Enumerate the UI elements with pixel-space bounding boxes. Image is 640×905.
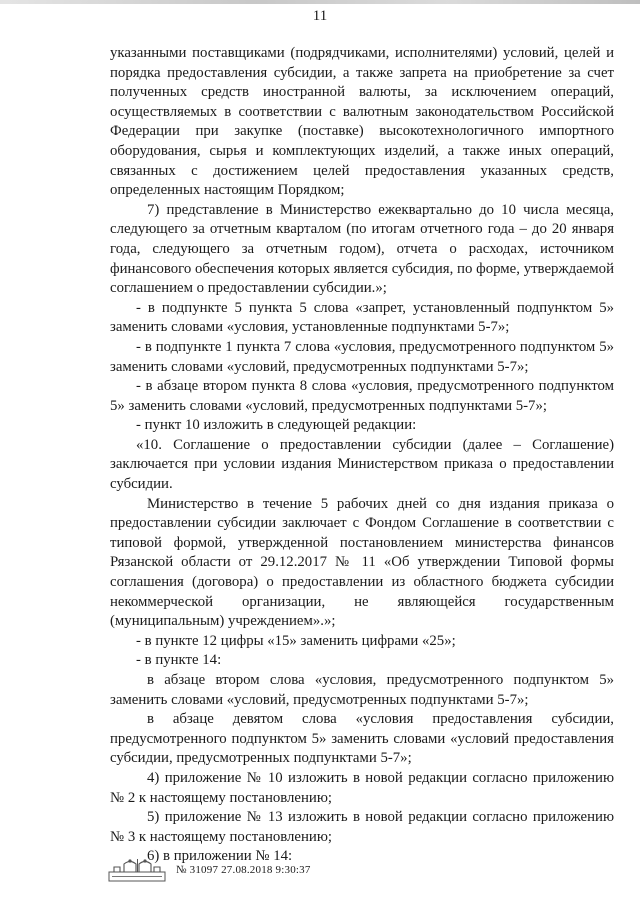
paragraph: в абзаце девятом слова «условия предоставления субсидии, предусмотренного подпунктом 5» заменить словами «условий предоставления субсидии, предусмотренных подпунктами 5-7»;	[110, 711, 614, 767]
paragraph: 5) приложение № 13 изложить в новой редакции согласно приложению № 3 к настоящему постановлению;	[110, 809, 614, 845]
paragraph: Министерство в течение 5 рабочих дней со дня издания приказа о предоставлении субсидии заключает с Фондом Соглашение в соответствии с типовой формой, утвержденной постановлением министерства финансов Рязанской области от 29.12.2017 № 11 «Об утверждении Типовой формы соглашения (договора) о предоставлении из областного бюджета субсидии некоммерческой организации, не являющейся государственным (муниципальным) учреждением».»;	[110, 495, 614, 630]
paragraph: указанными поставщиками (подрядчиками, исполнителями) условий, целей и порядка предоставления субсидии, а также запрета на приобретение за счет полученных средств иностранной валюты, за исключением операций, осуществляемых в соответствии с валютным законодательством Российской Федерации при закупке (поставке) высокотехнологичного импортного оборудования, сырья и комплектующих изделий, а также иных операций, связанных с достижением целей предоставления указанных средств, определенных настоящим Порядком;	[110, 45, 614, 199]
paragraph: - пункт 10 изложить в следующей редакции:	[136, 417, 417, 434]
paragraph: - в подпункте 1 пункта 7 слова «условия, предусмотренного подпунктом 5» заменить словами «условий, предусмотренных подпунктами 5-7»;	[110, 338, 614, 375]
paragraph: - в пункте 12 цифры «15» заменить цифрами «25»;	[136, 632, 456, 649]
page-number: 11	[312, 8, 328, 24]
paragraph: в абзаце втором слова «условия, предусмотренного подпунктом 5» заменить словами «условий, предусмотренных подпунктами 5-7»;	[110, 672, 614, 708]
paragraph: - в подпункте 5 пункта 5 слова «запрет, установленный подпунктом 5» заменить словами «условия, установленные подпунктами 5-7»;	[110, 299, 614, 336]
document-body	[110, 44, 614, 867]
paragraph: «10. Соглашение о предоставлении субсидии (далее – Соглашение) заключается при условии издания Министерством приказа о предоставлении субсидии.	[110, 436, 614, 493]
coat-of-arms-stamp-icon	[108, 857, 166, 883]
footer	[108, 857, 428, 883]
paragraph: - в абзаце втором пункта 8 слова «условия, предусмотренного подпунктом 5» заменить словами «условий, предусмотренных подпунктами 5-7»;	[110, 378, 614, 414]
paragraph: - в пункте 14:	[136, 652, 222, 669]
paragraph: 6) в приложении № 14:	[147, 848, 293, 865]
document-registration-stamp: № 31097 27.08.2018 9:30:37	[176, 864, 311, 876]
paragraph: 7) представление в Министерство ежеквартально до 10 числа месяца, следующего за отчетным кварталом (по итогам отчетного года – до 20 января года, следующего за отчетным годом), отчета о расходах, источником финансового обеспечения которых является субсидия, по форме, утверждаемой соглашением о предоставлении субсидии.»;	[110, 201, 614, 297]
paragraph: 4) приложение № 10 изложить в новой редакции согласно приложению № 2 к настоящему постановлению;	[110, 769, 614, 806]
scan-edge	[0, 0, 640, 4]
